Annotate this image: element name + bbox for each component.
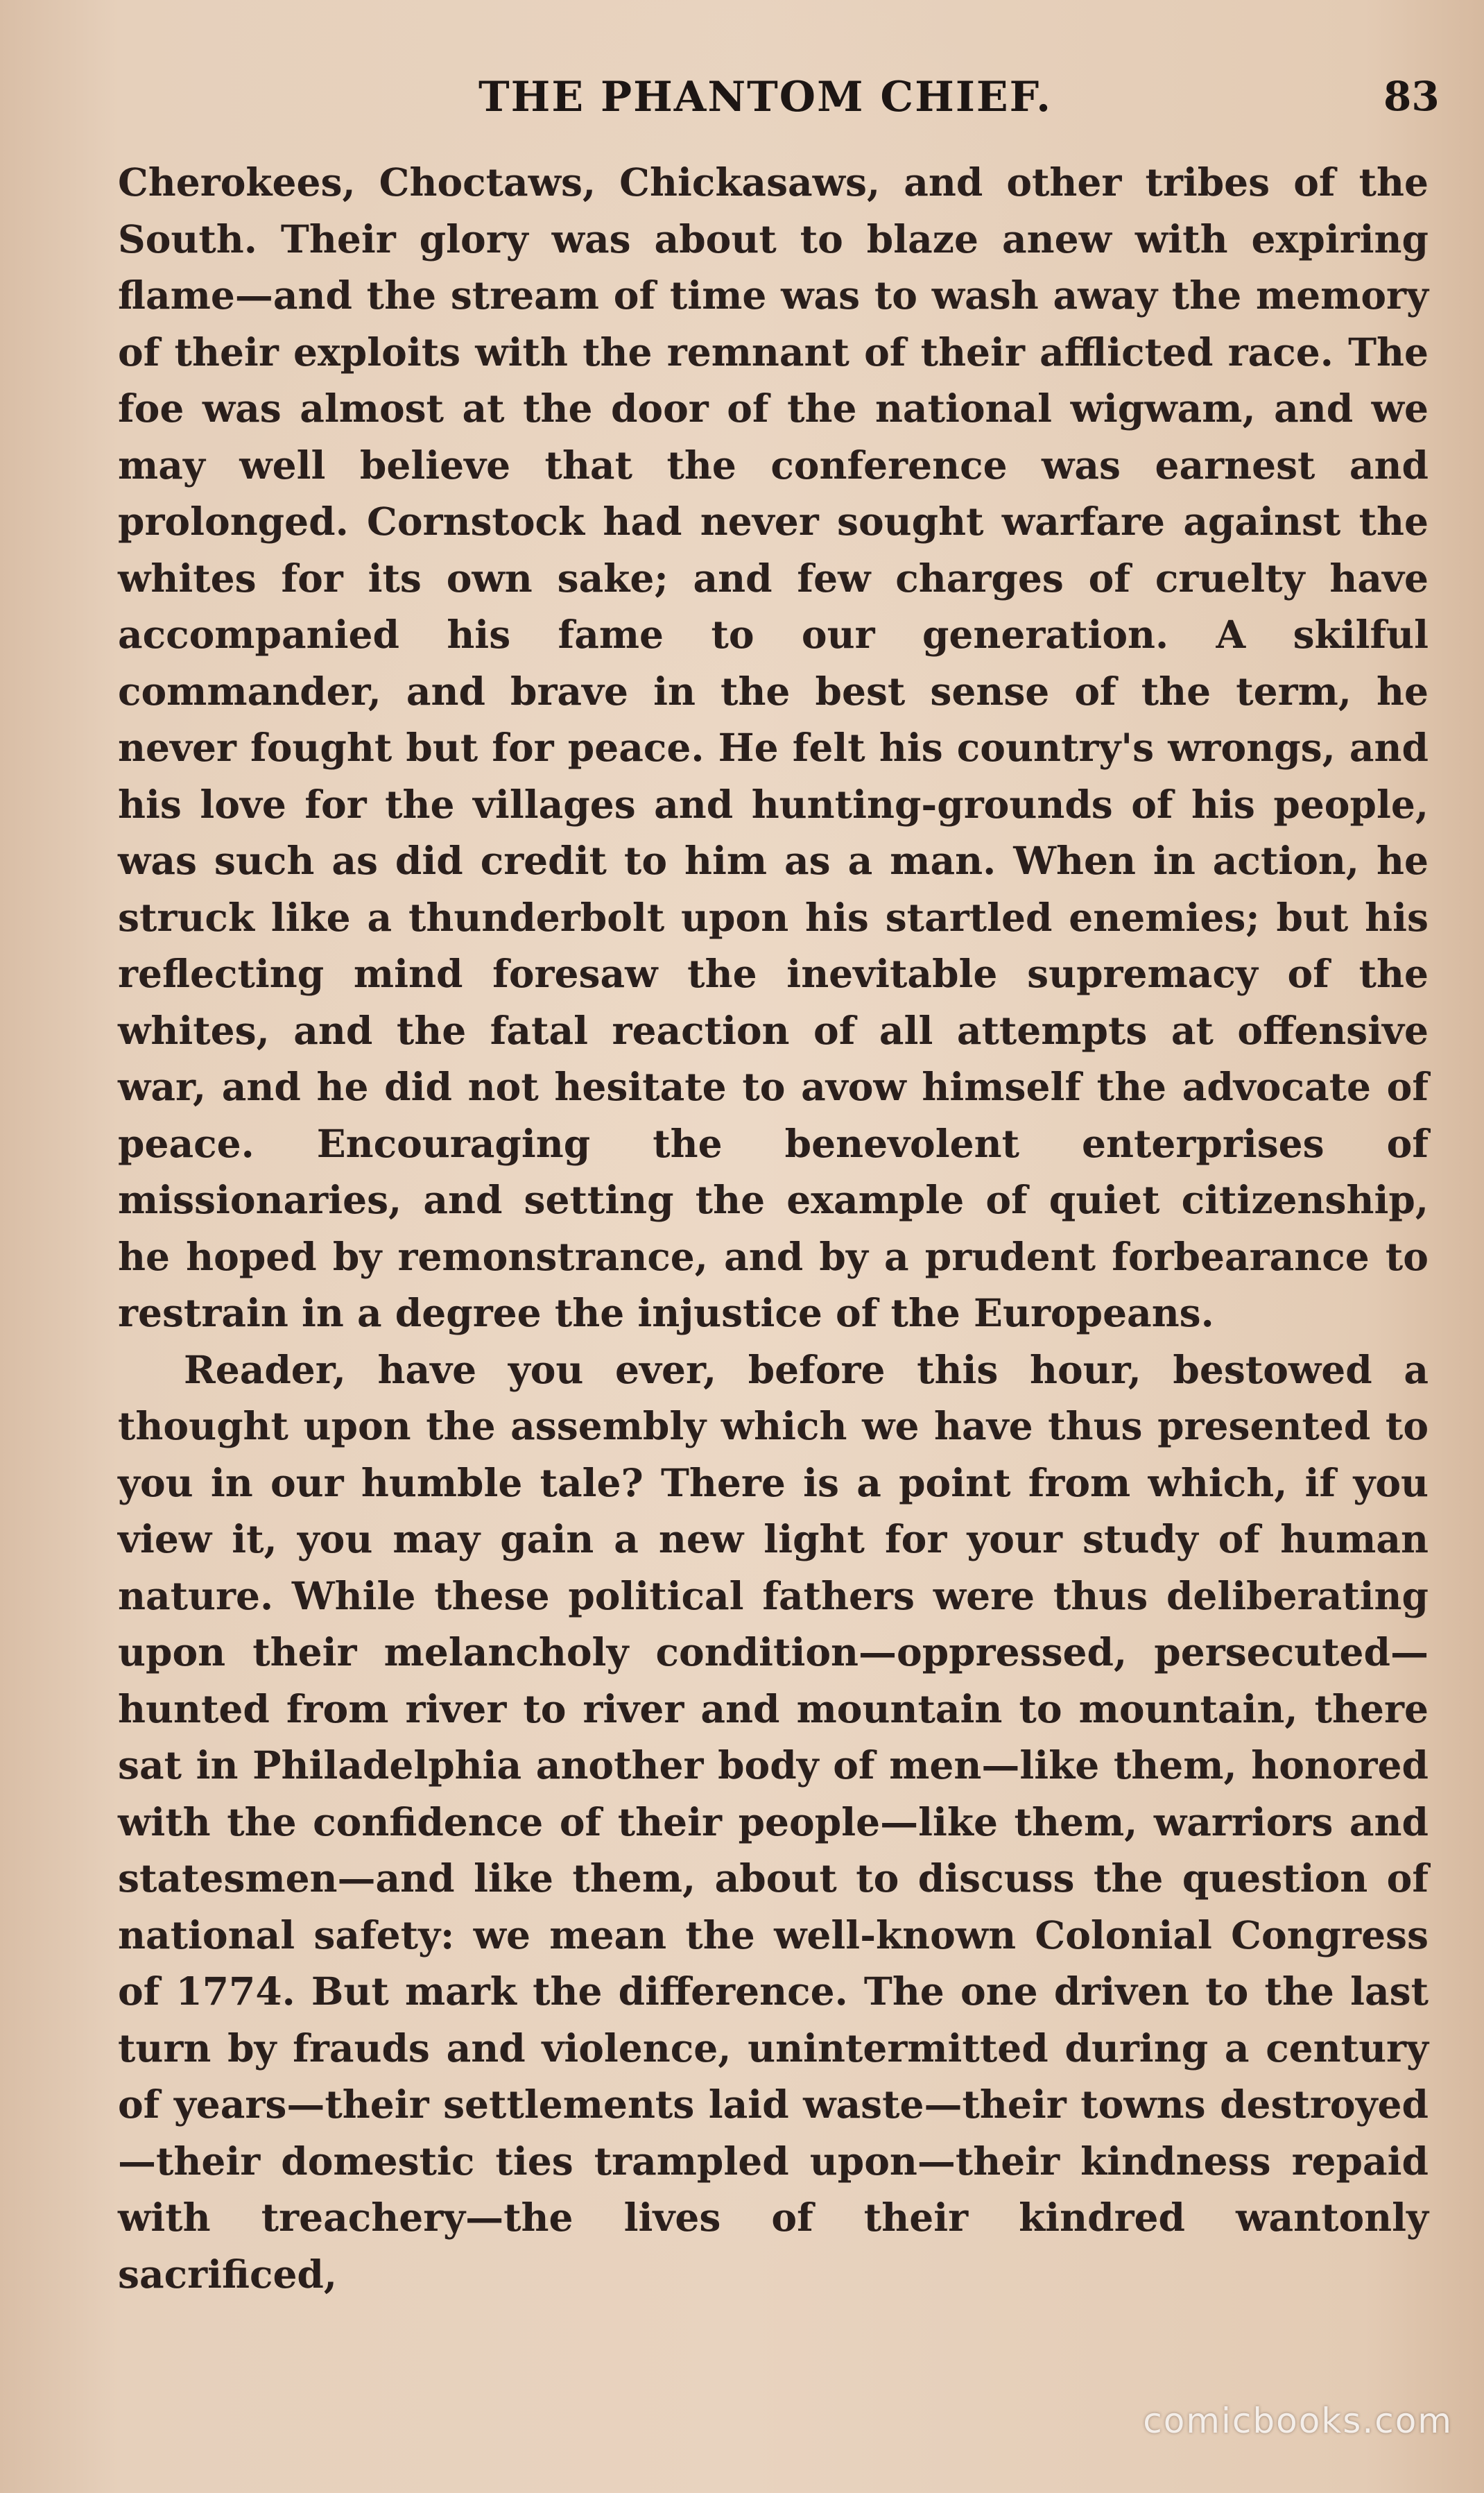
site-watermark: comicbooks.com [1143, 2401, 1453, 2441]
running-title: THE PHANTOM CHIEF. [478, 73, 1053, 121]
paragraph-2: Reader, have you ever, before this hour, bestowed a thought upon the assembly which we have thus presented to you in our humble tale? There is a point from which, if you view it, you may gain a new light for your study of human nature. While these political fathers were thus deliberating upon their melancholy condition—oppressed, persecuted—hunted from river to river and mountain to mountain, there sat in Philadelphia another body of men—like them, honored with the confidence of their people—like them, warriors and statesmen—and like them, about to discuss the question of national safety: we mean the well-known Colonial Congress of 1774. But mark the difference. The one driven to the last turn by frauds and violence, unintermitted during a century of years—their settlements laid waste—their towns destroyed—their domestic ties trampled upon—their kindness repaid with treachery—the lives of their kindred wantonly sacrificed, [118, 1346, 1429, 2297]
paragraph-1: Cherokees, Choctaws, Chickasaws, and other tribes of the South. Their glory was about to blaze anew with expiring flame—and the stream of time was to wash away the memory of their exploits with the remnant of their afflicted race. The foe was almost at the door of the national wigwam, and we may well believe that the conference was earnest and prolonged. Cornstock had never sought warfare against the whites for its own sake; and few charges of cruelty have accompanied his fame to our generation. A skilful commander, and brave in the best sense of the term, he never fought but for peace. He felt his country's wrongs, and his love for the villages and hunting-grounds of his people, was such as did credit to him as a man. When in action, he struck like a thunderbolt upon his startled enemies; but his reflecting mind foresaw the inevitable supremacy of the whites, and the fatal reaction of all attempts at offensive war, and he did not hesitate to avow himself the advocate of peace. Encouraging the benevolent enterprises of missionaries, and setting the example of quiet citizenship, he hoped by remonstrance, and by a prudent forbearance to restrain in a degree the injustice of the Europeans. [118, 160, 1429, 1335]
page-number: 83 [1383, 73, 1440, 120]
body-text [118, 154, 1429, 2302]
page-header [0, 73, 1484, 128]
